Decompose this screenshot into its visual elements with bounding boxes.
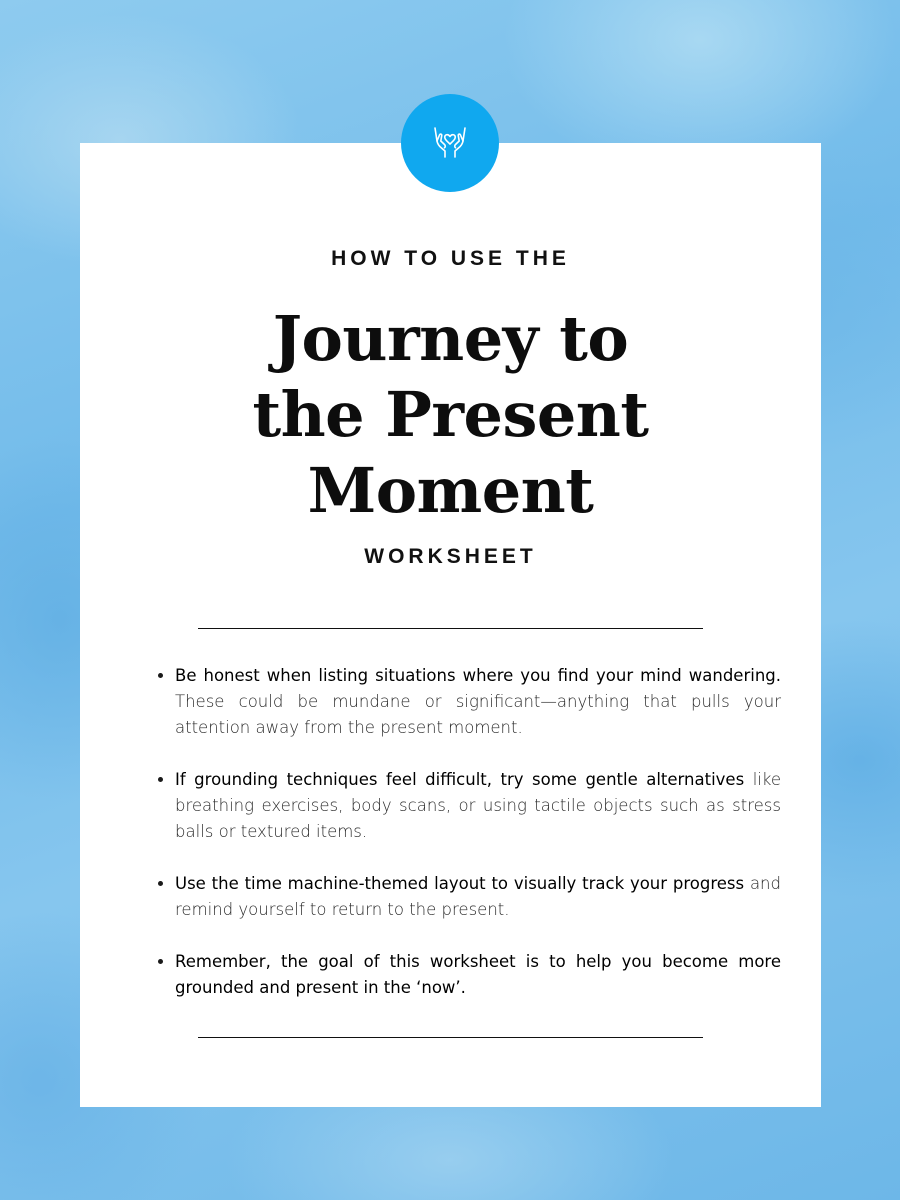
- list-item: [175, 663, 781, 741]
- badge: [401, 94, 499, 192]
- tip-body: and remind yourself to return to the present.: [175, 874, 781, 919]
- list-item: [175, 767, 781, 845]
- subtitle-heading: WORKSHEET: [364, 545, 537, 568]
- tip-lead: If grounding techniques feel difficult, try some gentle alternatives: [175, 770, 745, 789]
- eyebrow-heading: HOW TO USE THE: [331, 247, 570, 270]
- tip-lead: Remember, the goal of this worksheet is to help you become more grounded and present in the ‘now’.: [175, 952, 781, 997]
- hands-heart-icon: [426, 119, 474, 167]
- list-item: [175, 871, 781, 923]
- page-title: [80, 301, 821, 529]
- tip-body: These could be mundane or significant—anything that pulls your attention away from the present moment.: [175, 692, 781, 737]
- title-line: Moment: [307, 454, 594, 527]
- worksheet-card: [80, 143, 821, 1107]
- tip-lead: Use the time machine-themed layout to visually track your progress: [175, 874, 745, 893]
- tips-list: [152, 663, 781, 1027]
- divider-bottom: [198, 1037, 703, 1038]
- title-line: the Present: [252, 378, 649, 451]
- tip-body: like breathing exercises, body scans, or using tactile objects such as stress balls or textured items.: [175, 770, 781, 841]
- tip-lead: Be honest when listing situations where you find your mind wandering.: [175, 666, 781, 685]
- divider-top: [198, 628, 703, 629]
- title-line: Journey to: [272, 302, 629, 375]
- list-item: [175, 949, 781, 1001]
